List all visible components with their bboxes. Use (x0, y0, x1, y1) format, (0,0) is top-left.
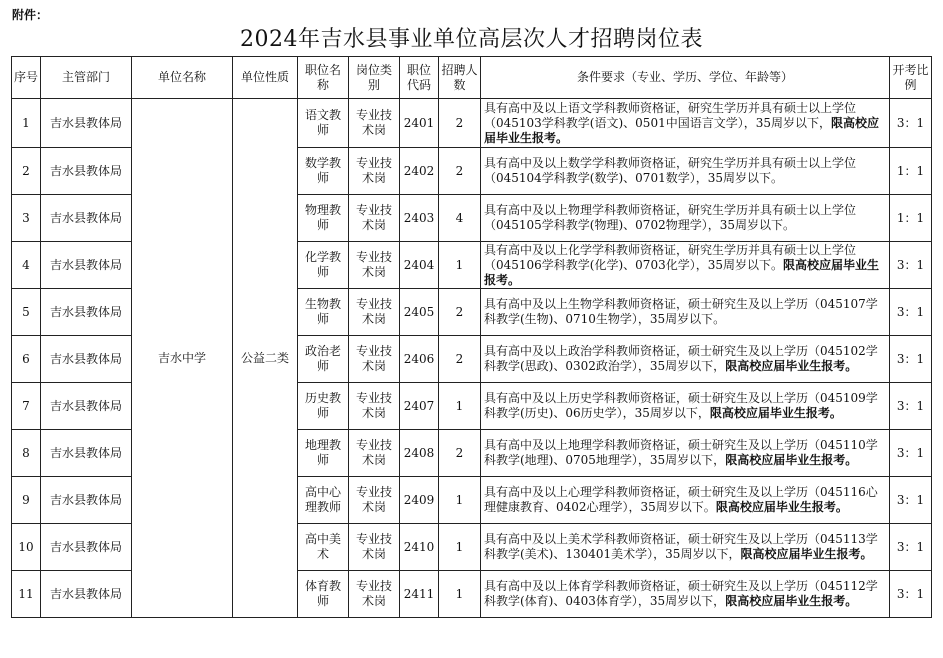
cell-dept: 吉水县教体局 (41, 571, 132, 618)
cell-post-name: 历史教师 (298, 383, 349, 430)
col-header-unit: 单位名称 (132, 57, 233, 99)
condition-text: 具有高中及以上体育学科教师资格证，硕士研究生及以上学历（045112学科教学(体育)、0403体育学），35周岁以下， (484, 579, 878, 608)
col-header-nature: 单位性质 (233, 57, 298, 99)
cell-post-type: 专业技术岗 (349, 524, 400, 571)
cell-conditions (481, 524, 890, 571)
recruitment-table (11, 56, 932, 618)
attachment-label: 附件： (12, 8, 49, 22)
cell-dept: 吉水县教体局 (41, 148, 132, 195)
condition-text: 具有高中及以上化学学科教师资格证，研究生学历并具有硕士以上学位（045106学科教学(化学)、0703化学），35周岁以下。 (484, 242, 857, 272)
condition-restriction: 限高校应届毕业生报考。 (725, 453, 858, 467)
cell-dept: 吉水县教体局 (41, 383, 132, 430)
col-header-conditions: 条件要求（专业、学历、学位、年龄等） (481, 57, 890, 99)
cell-conditions (481, 289, 890, 336)
cell-post-type: 专业技术岗 (349, 99, 400, 148)
condition-text: 具有高中及以上生物学科教师资格证，硕士研究生及以上学历（045107学科教学(生物)、0710生物学），35周岁以下。 (484, 297, 878, 326)
cell-post-name: 高中心理教师 (298, 477, 349, 524)
cell-code: 2411 (400, 571, 439, 618)
cell-ratio: 3：1 (890, 571, 932, 618)
condition-text: 具有高中及以上心理学科教师资格证，硕士研究生及以上学历（045116心理健康教育、0402心理学），35周岁以下。 (484, 485, 878, 514)
cell-nature: 公益二类 (233, 99, 298, 618)
condition-text: 具有高中及以上地理学科教师资格证，硕士研究生及以上学历（045110学科教学(地理)、0705地理学），35周岁以下， (484, 438, 878, 467)
cell-conditions (481, 99, 890, 148)
cell-dept: 吉水县教体局 (41, 289, 132, 336)
cell-code: 2407 (400, 383, 439, 430)
cell-dept: 吉水县教体局 (41, 524, 132, 571)
cell-seq: 1 (12, 99, 41, 148)
cell-post-name: 化学教师 (298, 242, 349, 289)
cell-count: 2 (439, 289, 481, 336)
cell-post-name: 地理教师 (298, 430, 349, 477)
cell-dept: 吉水县教体局 (41, 430, 132, 477)
condition-restriction: 限高校应届毕业生报考。 (709, 406, 842, 420)
condition-text: 具有高中及以上物理学科教师资格证，研究生学历并具有硕士以上学位（045105学科教学(物理)、0702物理学），35周岁以下。 (484, 203, 857, 232)
cell-code: 2409 (400, 477, 439, 524)
col-header-dept: 主管部门 (41, 57, 132, 99)
col-header-code: 职位代码 (400, 57, 439, 99)
cell-code: 2403 (400, 195, 439, 242)
cell-post-type: 专业技术岗 (349, 383, 400, 430)
cell-ratio: 3：1 (890, 242, 932, 289)
cell-seq: 7 (12, 383, 41, 430)
cell-post-name: 物理教师 (298, 195, 349, 242)
cell-post-type: 专业技术岗 (349, 195, 400, 242)
col-header-post-name: 职位名称 (298, 57, 349, 99)
condition-text: 具有高中及以上语文学科教师资格证，研究生学历并具有硕士以上学位（045103学科教学(语文)、0501中国语言文学），35周岁以下， (484, 100, 857, 130)
cell-post-type: 专业技术岗 (349, 148, 400, 195)
condition-text: 具有高中及以上数学学科教师资格证，研究生学历并具有硕士以上学位（045104学科教学(数学)、0701数学），35周岁以下。 (484, 156, 857, 185)
cell-seq: 2 (12, 148, 41, 195)
cell-dept: 吉水县教体局 (41, 195, 132, 242)
page-title: 2024年吉水县事业单位高层次人才招聘岗位表 (240, 27, 703, 52)
cell-code: 2401 (400, 99, 439, 148)
condition-restriction: 限高校应届毕业生报考。 (715, 500, 848, 514)
cell-dept: 吉水县教体局 (41, 336, 132, 383)
cell-count: 1 (439, 242, 481, 289)
condition-text: 具有高中及以上政治学科教师资格证，硕士研究生及以上学历（045102学科教学(思政)、0302政治学），35周岁以下， (484, 344, 878, 373)
cell-code: 2402 (400, 148, 439, 195)
cell-count: 2 (439, 430, 481, 477)
cell-seq: 3 (12, 195, 41, 242)
cell-ratio: 3：1 (890, 477, 932, 524)
condition-restriction: 限高校应届毕业生报考。 (725, 359, 858, 373)
condition-text: 具有高中及以上美术学科教师资格证，硕士研究生及以上学历（045113学科教学(美术)、130401美术学），35周岁以下， (484, 532, 878, 561)
cell-code: 2410 (400, 524, 439, 571)
condition-restriction: 限高校应届毕业生报考。 (725, 594, 858, 608)
col-header-count: 招聘人数 (439, 57, 481, 99)
cell-ratio: 3：1 (890, 336, 932, 383)
cell-conditions (481, 571, 890, 618)
cell-post-name: 数学教师 (298, 148, 349, 195)
cell-seq: 9 (12, 477, 41, 524)
cell-conditions (481, 148, 890, 195)
condition-text: 具有高中及以上历史学科教师资格证，硕士研究生及以上学历（045109学科教学(历史)、06历史学），35周岁以下， (484, 391, 878, 420)
cell-post-name: 语文教师 (298, 99, 349, 148)
table-row (12, 99, 932, 148)
cell-code: 2405 (400, 289, 439, 336)
cell-conditions (481, 242, 890, 289)
cell-seq: 11 (12, 571, 41, 618)
cell-count: 2 (439, 148, 481, 195)
cell-count: 1 (439, 383, 481, 430)
cell-post-type: 专业技术岗 (349, 571, 400, 618)
cell-count: 4 (439, 195, 481, 242)
cell-post-type: 专业技术岗 (349, 336, 400, 383)
cell-seq: 5 (12, 289, 41, 336)
cell-dept: 吉水县教体局 (41, 242, 132, 289)
cell-conditions (481, 336, 890, 383)
cell-post-name: 高中美术 (298, 524, 349, 571)
cell-ratio: 3：1 (890, 383, 932, 430)
cell-post-type: 专业技术岗 (349, 289, 400, 336)
cell-ratio: 1：1 (890, 148, 932, 195)
cell-count: 1 (439, 524, 481, 571)
cell-post-name: 体育教师 (298, 571, 349, 618)
cell-post-name: 政治老师 (298, 336, 349, 383)
cell-seq: 10 (12, 524, 41, 571)
cell-conditions (481, 477, 890, 524)
col-header-seq: 序号 (12, 57, 41, 99)
cell-post-name: 生物教师 (298, 289, 349, 336)
cell-ratio: 3：1 (890, 289, 932, 336)
cell-ratio: 1：1 (890, 195, 932, 242)
cell-count: 1 (439, 571, 481, 618)
col-header-post-type: 岗位类别 (349, 57, 400, 99)
cell-code: 2404 (400, 242, 439, 289)
cell-conditions (481, 430, 890, 477)
cell-ratio: 3：1 (890, 99, 932, 148)
cell-conditions (481, 195, 890, 242)
cell-seq: 4 (12, 242, 41, 289)
cell-post-type: 专业技术岗 (349, 477, 400, 524)
cell-seq: 6 (12, 336, 41, 383)
cell-count: 1 (439, 477, 481, 524)
col-header-ratio: 开考比例 (890, 57, 932, 99)
cell-count: 2 (439, 99, 481, 148)
condition-restriction: 限高校应届毕业生报考。 (484, 257, 879, 287)
condition-restriction: 限高校应届毕业生报考。 (740, 547, 873, 561)
cell-ratio: 3：1 (890, 524, 932, 571)
cell-seq: 8 (12, 430, 41, 477)
cell-count: 2 (439, 336, 481, 383)
cell-dept: 吉水县教体局 (41, 477, 132, 524)
cell-dept: 吉水县教体局 (41, 99, 132, 148)
cell-ratio: 3：1 (890, 430, 932, 477)
cell-code: 2408 (400, 430, 439, 477)
cell-post-type: 专业技术岗 (349, 242, 400, 289)
table-header-row (12, 57, 932, 99)
cell-code: 2406 (400, 336, 439, 383)
cell-post-type: 专业技术岗 (349, 430, 400, 477)
cell-conditions (481, 383, 890, 430)
condition-restriction: 限高校应届毕业生报考。 (484, 115, 879, 145)
cell-unit: 吉水中学 (132, 99, 233, 618)
